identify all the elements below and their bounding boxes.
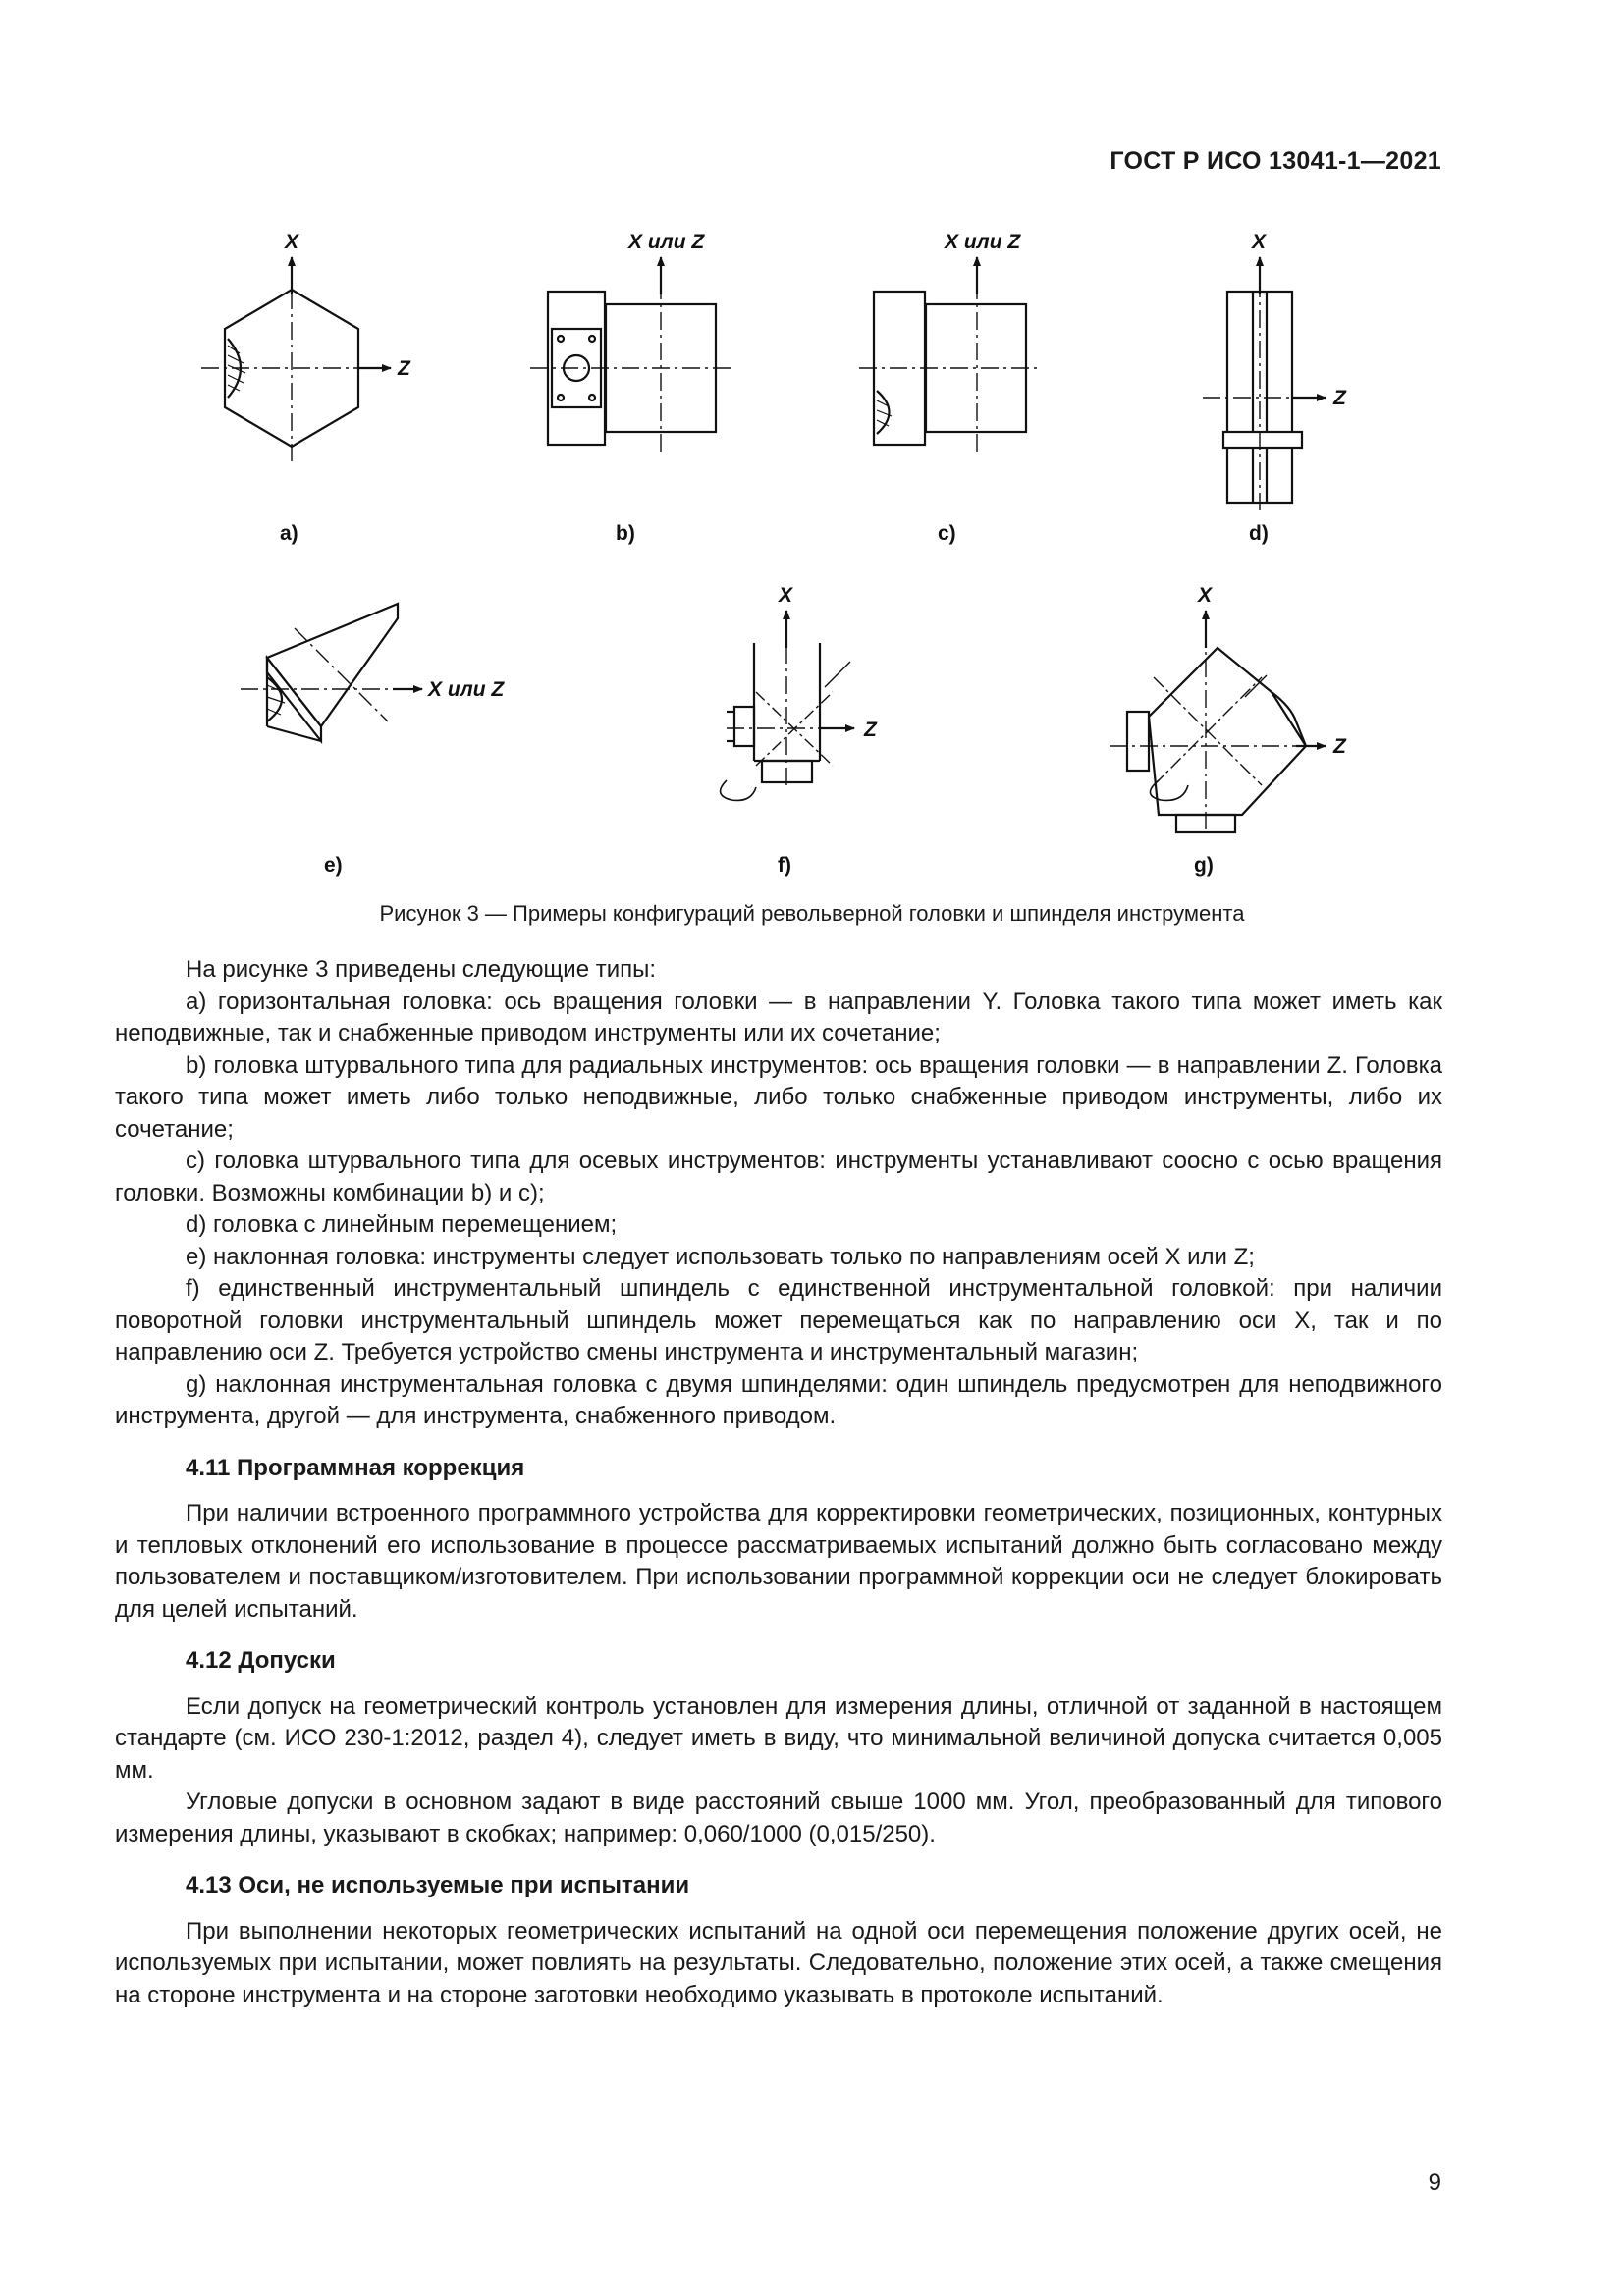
section-paragraph: Если допуск на геометрический контроль установлен для измерения длины, отличной от заданной в настоящем стандарте (см. ИСО 230-1:2012, раздел 4), следует иметь в виду, что минимальной величиной допуска считается 0,005 мм. (115, 1692, 1442, 1784)
figure-caption: Рисунок 3 — Примеры конфигураций револьверной головки и шпинделя инструмента (379, 901, 1245, 926)
panel-label-b: b) (616, 522, 635, 545)
body-text (115, 954, 1442, 2011)
axis-label-c-xz: X или Z (945, 231, 1021, 253)
figure-3-drawing (0, 0, 1624, 883)
panel-b-drawing (530, 257, 731, 452)
list-item: f) единственный инструментальный шпиндель с единственной инструментальной головкой: при наличии поворотной головки инструментальный шпиндель может перемещаться как по направлению оси X, так и по направлению оси Z. Требуется устройство смены инструмента и инструментальный магазин; (115, 1275, 1442, 1365)
section-paragraph: При выполнении некоторых геометрических испытаний на одной оси перемещения положение других осей, не используемых при испытании, может повлиять на результаты. Следовательно, положение этих осей, а также смещения на стороне инструмента и на стороне заготовки необходимо указывать в протоколе испытаний. (115, 1917, 1442, 2008)
panel-d-drawing (1203, 257, 1326, 510)
list-item: е) наклонная головка: инструменты следует использовать только по направлениям осей X или Z; (186, 1243, 1255, 1270)
panel-label-g: g) (1194, 854, 1214, 877)
panel-a-drawing (201, 257, 391, 461)
axis-label-d-z: Z (1333, 387, 1346, 409)
axis-label-d-x: X (1252, 231, 1267, 253)
list-item: а) горизонтальная головка: ось вращения головки — в направлении Y. Головка такого типа может иметь как неподвижные, так и снабженные приводом инструменты или их сочетание; (115, 988, 1442, 1046)
axis-label-f-x: X (779, 584, 793, 607)
document-code: ГОСТ Р ИСО 13041-1—2021 (1110, 147, 1441, 175)
panel-c-drawing (859, 257, 1041, 452)
section-title-4-11: 4.11 Программная коррекция (186, 1454, 525, 1481)
panel-label-e: e) (324, 854, 343, 877)
panel-label-a: a) (280, 522, 298, 545)
section-paragraph: Угловые допуски в основном задают в виде расстояний свыше 1000 мм. Угол, преобразованный для типового измерения длины, указывают в скобках; например: 0,060/1000 (0,015/250). (115, 1789, 1442, 1847)
page-number: 9 (1428, 2169, 1441, 2196)
section-paragraph: При наличии встроенного программного устройства для корректировки геометрических, позиционных, контурных и тепловых отклонений его использование в процессе рассматриваемых испытаний должно быть согласовано между пользователем и поставщиком/изготовителем. При использовании программной коррекции оси не следует блокировать для целей испытаний. (115, 1500, 1442, 1623)
panel-e-drawing (241, 604, 422, 741)
list-item: с) головка штурвального типа для осевых инструментов: инструменты устанавливают соосно с осью вращения головки. Возможны комбинации b) и с); (115, 1148, 1442, 1206)
section-title-4-13: 4.13 Оси, не используемые при испытании (186, 1872, 690, 1898)
panel-g-drawing (1110, 611, 1326, 832)
intro-paragraph: На рисунке 3 приведены следующие типы: (186, 956, 657, 983)
axis-label-f-z: Z (864, 719, 877, 741)
figure-3 (0, 0, 1624, 883)
panel-label-d: d) (1249, 522, 1269, 545)
axis-label-a-z: Z (398, 357, 410, 380)
list-item: d) головка с линейным перемещением; (186, 1211, 618, 1238)
panel-f-drawing (721, 611, 854, 800)
axis-label-e-xz: X или Z (428, 678, 505, 701)
axis-label-a-x: X (285, 231, 299, 253)
axis-label-g-z: Z (1333, 735, 1346, 758)
list-item: b) головка штурвального типа для радиальных инструментов: ось вращения головки — в направлении Z. Головка такого типа может иметь либо только неподвижные, либо только снабженные приводом инструменты, либо их сочетание; (115, 1051, 1442, 1143)
axis-label-b-xz: X или Z (628, 231, 705, 253)
axis-label-g-x: X (1198, 584, 1213, 607)
list-item: g) наклонная инструментальная головка с двумя шпинделями: один шпиндель предусмотрен для неподвижного инструмента, другой — для инструмента, снабженного приводом. (115, 1370, 1442, 1429)
panel-label-f: f) (778, 854, 791, 877)
section-title-4-12: 4.12 Допуски (186, 1647, 336, 1674)
panel-label-c: c) (938, 522, 956, 545)
